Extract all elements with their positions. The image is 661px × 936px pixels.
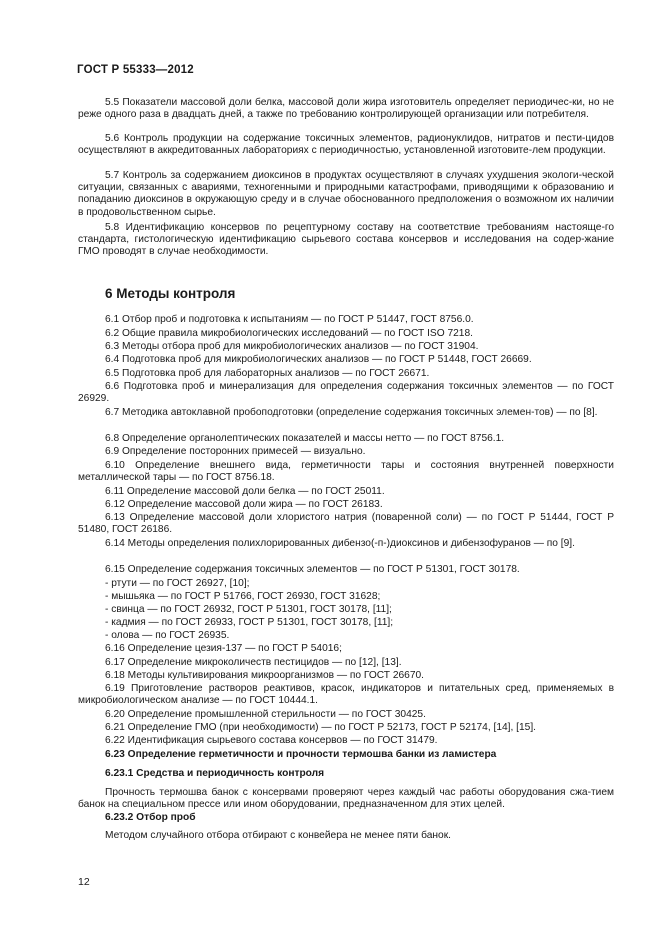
item-6-9: 6.9 Определение посторонних примесей — визуально. [105, 446, 366, 457]
item-6-23: 6.23 Определение герметичности и прочности термошва банки из ламистера [105, 749, 497, 760]
item-dash-tin: - олова — по ГОСТ 26935. [105, 630, 230, 641]
item-6-11: 6.11 Определение массовой доли белка — по ГОСТ 25011. [105, 486, 385, 497]
item-dash-cadmium: - кадмия — по ГОСТ 26933, ГОСТ Р 51301, ГОСТ 30178, [11]; [105, 617, 394, 628]
paragraph-5-8: 5.8 Идентификацию консервов по рецептурному составу на соответствие требованиям настояще-го стандарта, гистологическую идентификацию сырьевого состава консервов и исследования на содер-жание ГМО проводят в случае необходимости. [78, 222, 614, 258]
item-6-10: 6.10 Определение внешнего вида, герметичности тары и состояния внутренней поверхности металлической тары — по ГОСТ 8756.18. [78, 460, 614, 484]
item-6-6: 6.6 Подготовка проб и минерализация для определения содержания токсичных элементов — по ГОСТ 26929. [78, 381, 614, 405]
section-title: 6 Методы контроля [105, 286, 236, 301]
item-6-7: 6.7 Методика автоклавной пробоподготовки (определение содержания токсичных элемен-тов) — по [8]. [105, 407, 598, 418]
paragraph-6-23-1: Прочность термошва банок с консервами проверяют через каждый час работы оборудования сжа-тием банок на специальном прессе или ином оборудовании, предназначенном для этих целей. [78, 787, 614, 811]
paragraph-5-7: 5.7 Контроль за содержанием диоксинов в продуктах осуществляют в случаях ухудшения экологи-ческой ситуации, связанных с авариями, техногенными и природными катастрофами, приводящими к образованию и попаданию диоксинов в окружающую среду и в случае обоснованного предположения о возможном их наличии в продовольственном сырье. [78, 170, 614, 218]
paragraph-5-5: 5.5 Показатели массовой доли белка, массовой доли жира изготовитель определяет периодичес-ки, но не реже одного раза в двадцать дней, а также по требованию контролирующей организации или потребителя. [78, 97, 614, 121]
item-6-2: 6.2 Общие правила микробиологических исследований — по ГОСТ ISO 7218. [105, 328, 473, 339]
item-6-22: 6.22 Идентификация сырьевого состава консервов — по ГОСТ 31479. [105, 735, 438, 746]
item-6-17: 6.17 Определение микроколичеств пестицидов — по [12], [13]. [105, 657, 402, 668]
document-header: ГОСТ Р 55333—2012 [77, 64, 194, 76]
item-6-16: 6.16 Определение цезия-137 — по ГОСТ Р 54016; [105, 643, 342, 654]
item-6-19: 6.19 Приготовление растворов реактивов, красок, индикаторов и питательных сред, применяемых в микробиологическом анализе — по ГОСТ 10444.1. [78, 683, 614, 707]
item-6-1: 6.1 Отбор проб и подготовка к испытаниям — по ГОСТ Р 51447, ГОСТ 8756.0. [105, 314, 474, 325]
item-dash-lead: - свинца — по ГОСТ 26932, ГОСТ Р 51301, ГОСТ 30178, [11]; [105, 604, 392, 615]
paragraph-5-6: 5.6 Контроль продукции на содержание токсичных элементов, радионуклидов, нитратов и пести-цидов осуществляют в аккредитованных лабораториях с периодичностью, установленной изготовите-лем продукции. [78, 133, 614, 157]
item-6-5: 6.5 Подготовка проб для лабораторных анализов — по ГОСТ 26671. [105, 368, 430, 379]
item-6-21: 6.21 Определение ГМО (при необходимости) — по ГОСТ Р 52173, ГОСТ Р 52174, [14], [15]. [105, 722, 536, 733]
item-6-23-1: 6.23.1 Средства и периодичность контроля [105, 768, 325, 779]
item-6-18: 6.18 Методы культивирования микроорганизмов — по ГОСТ 26670. [105, 670, 424, 681]
item-dash-arsenic: - мышьяка — по ГОСТ Р 51766, ГОСТ 26930, ГОСТ 31628; [105, 591, 381, 602]
item-6-15: 6.15 Определение содержания токсичных элементов — по ГОСТ Р 51301, ГОСТ 30178. [105, 564, 520, 575]
item-6-3: 6.3 Методы отбора проб для микробиологических анализов — по ГОСТ 31904. [105, 341, 479, 352]
item-6-20: 6.20 Определение промышленной стерильности — по ГОСТ 30425. [105, 709, 426, 720]
item-6-12: 6.12 Определение массовой доли жира — по ГОСТ 26183. [105, 499, 383, 510]
page-number: 12 [78, 876, 90, 888]
item-6-23-2: 6.23.2 Отбор проб [105, 812, 196, 823]
item-6-4: 6.4 Подготовка проб для микробиологических анализов — по ГОСТ Р 51448, ГОСТ 26669. [105, 354, 532, 365]
item-6-8: 6.8 Определение органолептических показателей и массы нетто — по ГОСТ 8756.1. [105, 433, 505, 444]
item-6-13: 6.13 Определение массовой доли хлористого натрия (поваренной соли) — по ГОСТ Р 51444, ГОСТ Р 51480, ГОСТ 26186. [78, 512, 614, 536]
item-6-14: 6.14 Методы определения полихлорированных дибензо(-п-)диоксинов и дибензофуранов — по [9]. [105, 538, 575, 549]
paragraph-6-23-2: Методом случайного отбора отбирают с конвейера не менее пяти банок. [105, 830, 452, 841]
item-dash-mercury: - ртути — по ГОСТ 26927, [10]; [105, 578, 250, 589]
